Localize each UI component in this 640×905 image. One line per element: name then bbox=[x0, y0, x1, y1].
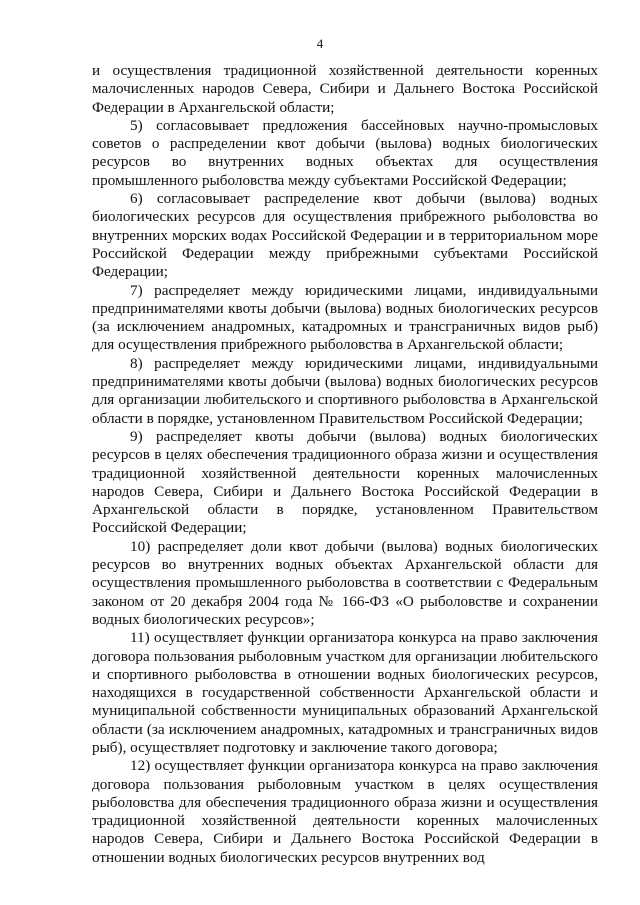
paragraph-item-10: 10) распределяет доли квот добычи (вылова) водных биологических ресурсов во внутренних водных объектах Архангельской области для осуществления промышленного рыболовства в соответствии с Федеральным законом от 20 декабря 2004 года № 166-ФЗ «О рыболовстве и сохранении водных биологических ресурсов»; bbox=[92, 537, 598, 628]
paragraph-item-5: 5) согласовывает предложения бассейновых научно-промысловых советов о распределении квот добычи (вылова) водных биологических ресурсов во внутренних водных объектах для осуществления промышленного рыболовства между субъектами Российской Федерации; bbox=[92, 116, 598, 189]
paragraph-item-12: 12) осуществляет функции организатора конкурса на право заключения договора пользования рыболовным участком в целях осуществления рыболовства для обеспечения традиционного образа жизни и осуществления традиционной хозяйственной деятельности коренных малочисленных народов Севера, Сибири и Дальнего Востока Российской Федерации в отношении водных биологических ресурсов внутренних вод bbox=[92, 757, 598, 866]
paragraph-item-11: 11) осуществляет функции организатора конкурса на право заключения договора пользования рыболовным участком для организации любительского и спортивного рыболовства в отношении водных биологических ресурсов, находящихся в государственной собственности Архангельской области и муниципальной собственности муниципальных образований Архангельской области (за исключением анадромных, катадромных и трансграничных видов рыб), осуществляет подготовку и заключение такого договора; bbox=[92, 629, 598, 756]
paragraph-item-8: 8) распределяет между юридическими лицами, индивидуальными предпринимателями квоты добычи (вылова) водных биологических ресурсов для организации любительского и спортивного рыболовства в Архангельской области в порядке, установленном Правительством Российской Федерации; bbox=[92, 354, 598, 427]
paragraph-continuation: и осуществления традиционной хозяйственной деятельности коренных малочисленных народов Севера, Сибири и Дальнего Востока Российской Федерации в Архангельской области; bbox=[92, 62, 598, 116]
paragraph-item-9: 9) распределяет квоты добычи (вылова) водных биологических ресурсов в целях обеспечения традиционного образа жизни и осуществления традиционной хозяйственной деятельности коренных малочисленных народов Севера, Сибири и Дальнего Востока Российской Федерации в Архангельской области в порядке, установленном Правительством Российской Федерации; bbox=[92, 427, 598, 537]
page-number: 4 bbox=[316, 36, 324, 51]
paragraph-item-7: 7) распределяет между юридическими лицами, индивидуальными предпринимателями квоты добычи (вылова) водных биологических ресурсов (за исключением анадромных, катадромных и трансграничных видов рыб) для осуществления прибрежного рыболовства в Архангельской области; bbox=[92, 281, 598, 354]
document-body bbox=[92, 62, 598, 867]
paragraph-item-6: 6) согласовывает распределение квот добычи (вылова) водных биологических ресурсов для осуществления прибрежного рыболовства во внутренних морских водах Российской Федерации и в территориальном море Российской Федерации между прибрежными субъектами Российской Федерации; bbox=[92, 190, 598, 281]
